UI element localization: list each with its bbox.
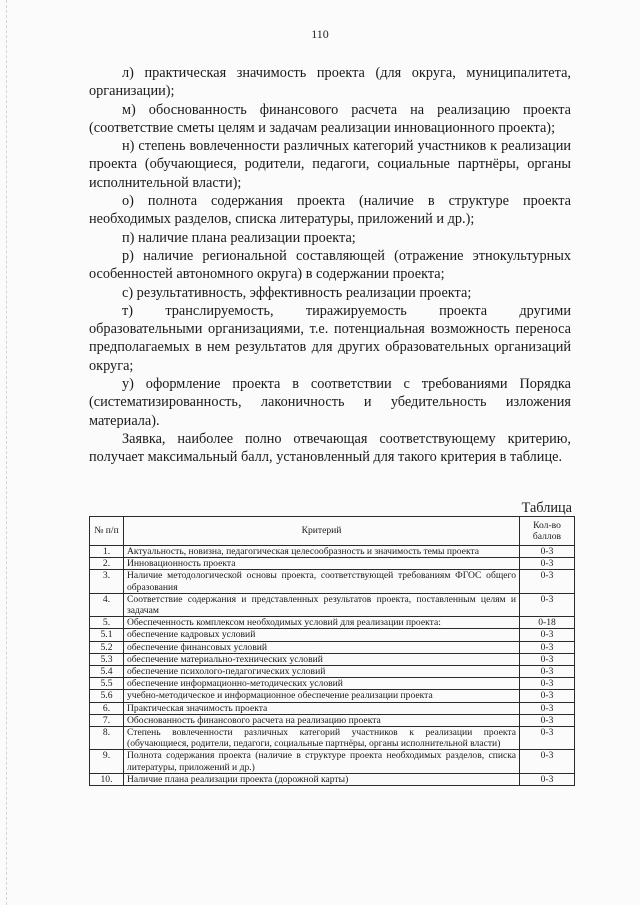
row-points: 0-3 xyxy=(520,546,575,558)
row-number: 6. xyxy=(90,702,124,714)
row-points: 0-3 xyxy=(520,653,575,665)
row-criterion: обеспечение психолого-педагогических условий xyxy=(124,666,520,678)
table-row xyxy=(90,593,575,616)
row-number: 7. xyxy=(90,714,124,726)
table-row xyxy=(90,773,575,785)
row-points: 0-3 xyxy=(520,593,575,616)
row-criterion: Соответствие содержания и представленных результатов проекта, поставленным целям и задачам xyxy=(124,593,520,616)
row-number: 5.4 xyxy=(90,666,124,678)
row-points: 0-18 xyxy=(520,617,575,629)
row-criterion: Практическая значимость проекта xyxy=(124,702,520,714)
row-criterion: Наличие методологической основы проекта, соответствующей требованиям ФГОС общего образования xyxy=(124,570,520,593)
table-row xyxy=(90,629,575,641)
row-number: 5.1 xyxy=(90,629,124,641)
paragraph-s: с) результативность, эффективность реализации проекта; xyxy=(122,284,472,301)
paragraph-summary: Заявка, наиболее полно отвечающая соответствующему критерию, получает максимальный балл, установленный для такого критерия в таблице. xyxy=(89,430,571,466)
row-number: 2. xyxy=(90,558,124,570)
row-number: 5.3 xyxy=(90,653,124,665)
row-number: 8. xyxy=(90,727,124,750)
row-number: 3. xyxy=(90,570,124,593)
row-number: 5.5 xyxy=(90,678,124,690)
row-points: 0-3 xyxy=(520,714,575,726)
row-number: 4. xyxy=(90,593,124,616)
row-points: 0-3 xyxy=(520,690,575,702)
row-number: 5. xyxy=(90,617,124,629)
paragraph-n: н) степень вовлеченности различных категорий участников к реализации проекта (обучающиеся, родители, педагоги, социальные партнёры, органы исполнительной власти); xyxy=(89,138,571,191)
table-row xyxy=(90,678,575,690)
row-points: 0-3 xyxy=(520,629,575,641)
row-criterion: обеспечение материально-технических условий xyxy=(124,653,520,665)
paragraph-m: м) обоснованность финансового расчета на реализацию проекта (соответствие сметы целям и задачам реализации инновационного проекта); xyxy=(89,101,571,136)
paragraph-t: т) транслируемость, тиражируемость проекта другими образовательными организациями, т.е. потенциальная возможность переноса предполагаемых в нем результатов для других образовательных организаций округа; xyxy=(89,302,571,374)
row-number: 10. xyxy=(90,773,124,785)
row-criterion: обеспечение кадровых условий xyxy=(124,629,520,641)
paragraph-o: о) полнота содержания проекта (наличие в структуре проекта необходимых разделов, списка литературы, приложений и др.); xyxy=(89,193,571,228)
table-row xyxy=(90,617,575,629)
table-row xyxy=(90,702,575,714)
table-row xyxy=(90,653,575,665)
table-row xyxy=(90,641,575,653)
row-criterion: Обоснованность финансового расчета на реализацию проекта xyxy=(124,714,520,726)
row-number: 1. xyxy=(90,546,124,558)
paragraph-p: п) наличие плана реализации проекта; xyxy=(122,229,356,246)
row-points: 0-3 xyxy=(520,750,575,773)
row-points: 0-3 xyxy=(520,641,575,653)
table-row xyxy=(90,666,575,678)
table-header-row xyxy=(90,517,575,546)
table-row xyxy=(90,570,575,593)
row-points: 0-3 xyxy=(520,678,575,690)
table-row xyxy=(90,558,575,570)
row-criterion: Инновационность проекта xyxy=(124,558,520,570)
table-row xyxy=(90,546,575,558)
row-points: 0-3 xyxy=(520,702,575,714)
row-points: 0-3 xyxy=(520,666,575,678)
table-row xyxy=(90,750,575,773)
table-row xyxy=(90,714,575,726)
row-number: 5.2 xyxy=(90,641,124,653)
paragraph-l: л) практическая значимость проекта (для округа, муниципалитета, организации); xyxy=(89,65,571,100)
criteria-text xyxy=(89,64,571,467)
row-number: 5.6 xyxy=(90,690,124,702)
table-row xyxy=(90,690,575,702)
header-points: Кол-во баллов xyxy=(520,517,575,546)
row-criterion: Наличие плана реализации проекта (дорожной карты) xyxy=(124,773,520,785)
row-criterion: Обеспеченность комплексом необходимых условий для реализации проекта: xyxy=(124,617,520,629)
row-criterion: учебно-методическое и информационное обеспечение реализации проекта xyxy=(124,690,520,702)
table-caption: Таблица xyxy=(521,500,572,516)
criteria-table xyxy=(89,516,575,786)
row-criterion: Степень вовлеченности различных категорий участников к реализации проекта (обучающиеся, родители, педагоги, социальные партнёры, органы исполнительной власти) xyxy=(124,727,520,750)
row-points: 0-3 xyxy=(520,727,575,750)
row-points: 0-3 xyxy=(520,570,575,593)
paragraph-u: у) оформление проекта в соответствии с требованиями Порядка (систематизированность, лаконичность и убедительность изложения материала). xyxy=(89,376,571,429)
table-body xyxy=(90,546,575,786)
row-number: 9. xyxy=(90,750,124,773)
row-criterion: Полнота содержания проекта (наличие в структуре проекта необходимых разделов, списка литературы, приложений и др.) xyxy=(124,750,520,773)
header-num: № п/п xyxy=(90,517,124,546)
scan-edge xyxy=(6,0,8,905)
paragraph-r: р) наличие региональной составляющей (отражение этнокультурных особенностей автономного округа) в содержании проекта; xyxy=(89,247,571,283)
row-criterion: обеспечение информационно-методических условий xyxy=(124,678,520,690)
header-criterion: Критерий xyxy=(124,517,520,546)
row-criterion: обеспечение финансовых условий xyxy=(124,641,520,653)
page-number: 110 xyxy=(311,27,329,41)
row-criterion: Актуальность, новизна, педагогическая целесообразность и значимость темы проекта xyxy=(124,546,520,558)
row-points: 0-3 xyxy=(520,558,575,570)
row-points: 0-3 xyxy=(520,773,575,785)
table-row xyxy=(90,727,575,750)
